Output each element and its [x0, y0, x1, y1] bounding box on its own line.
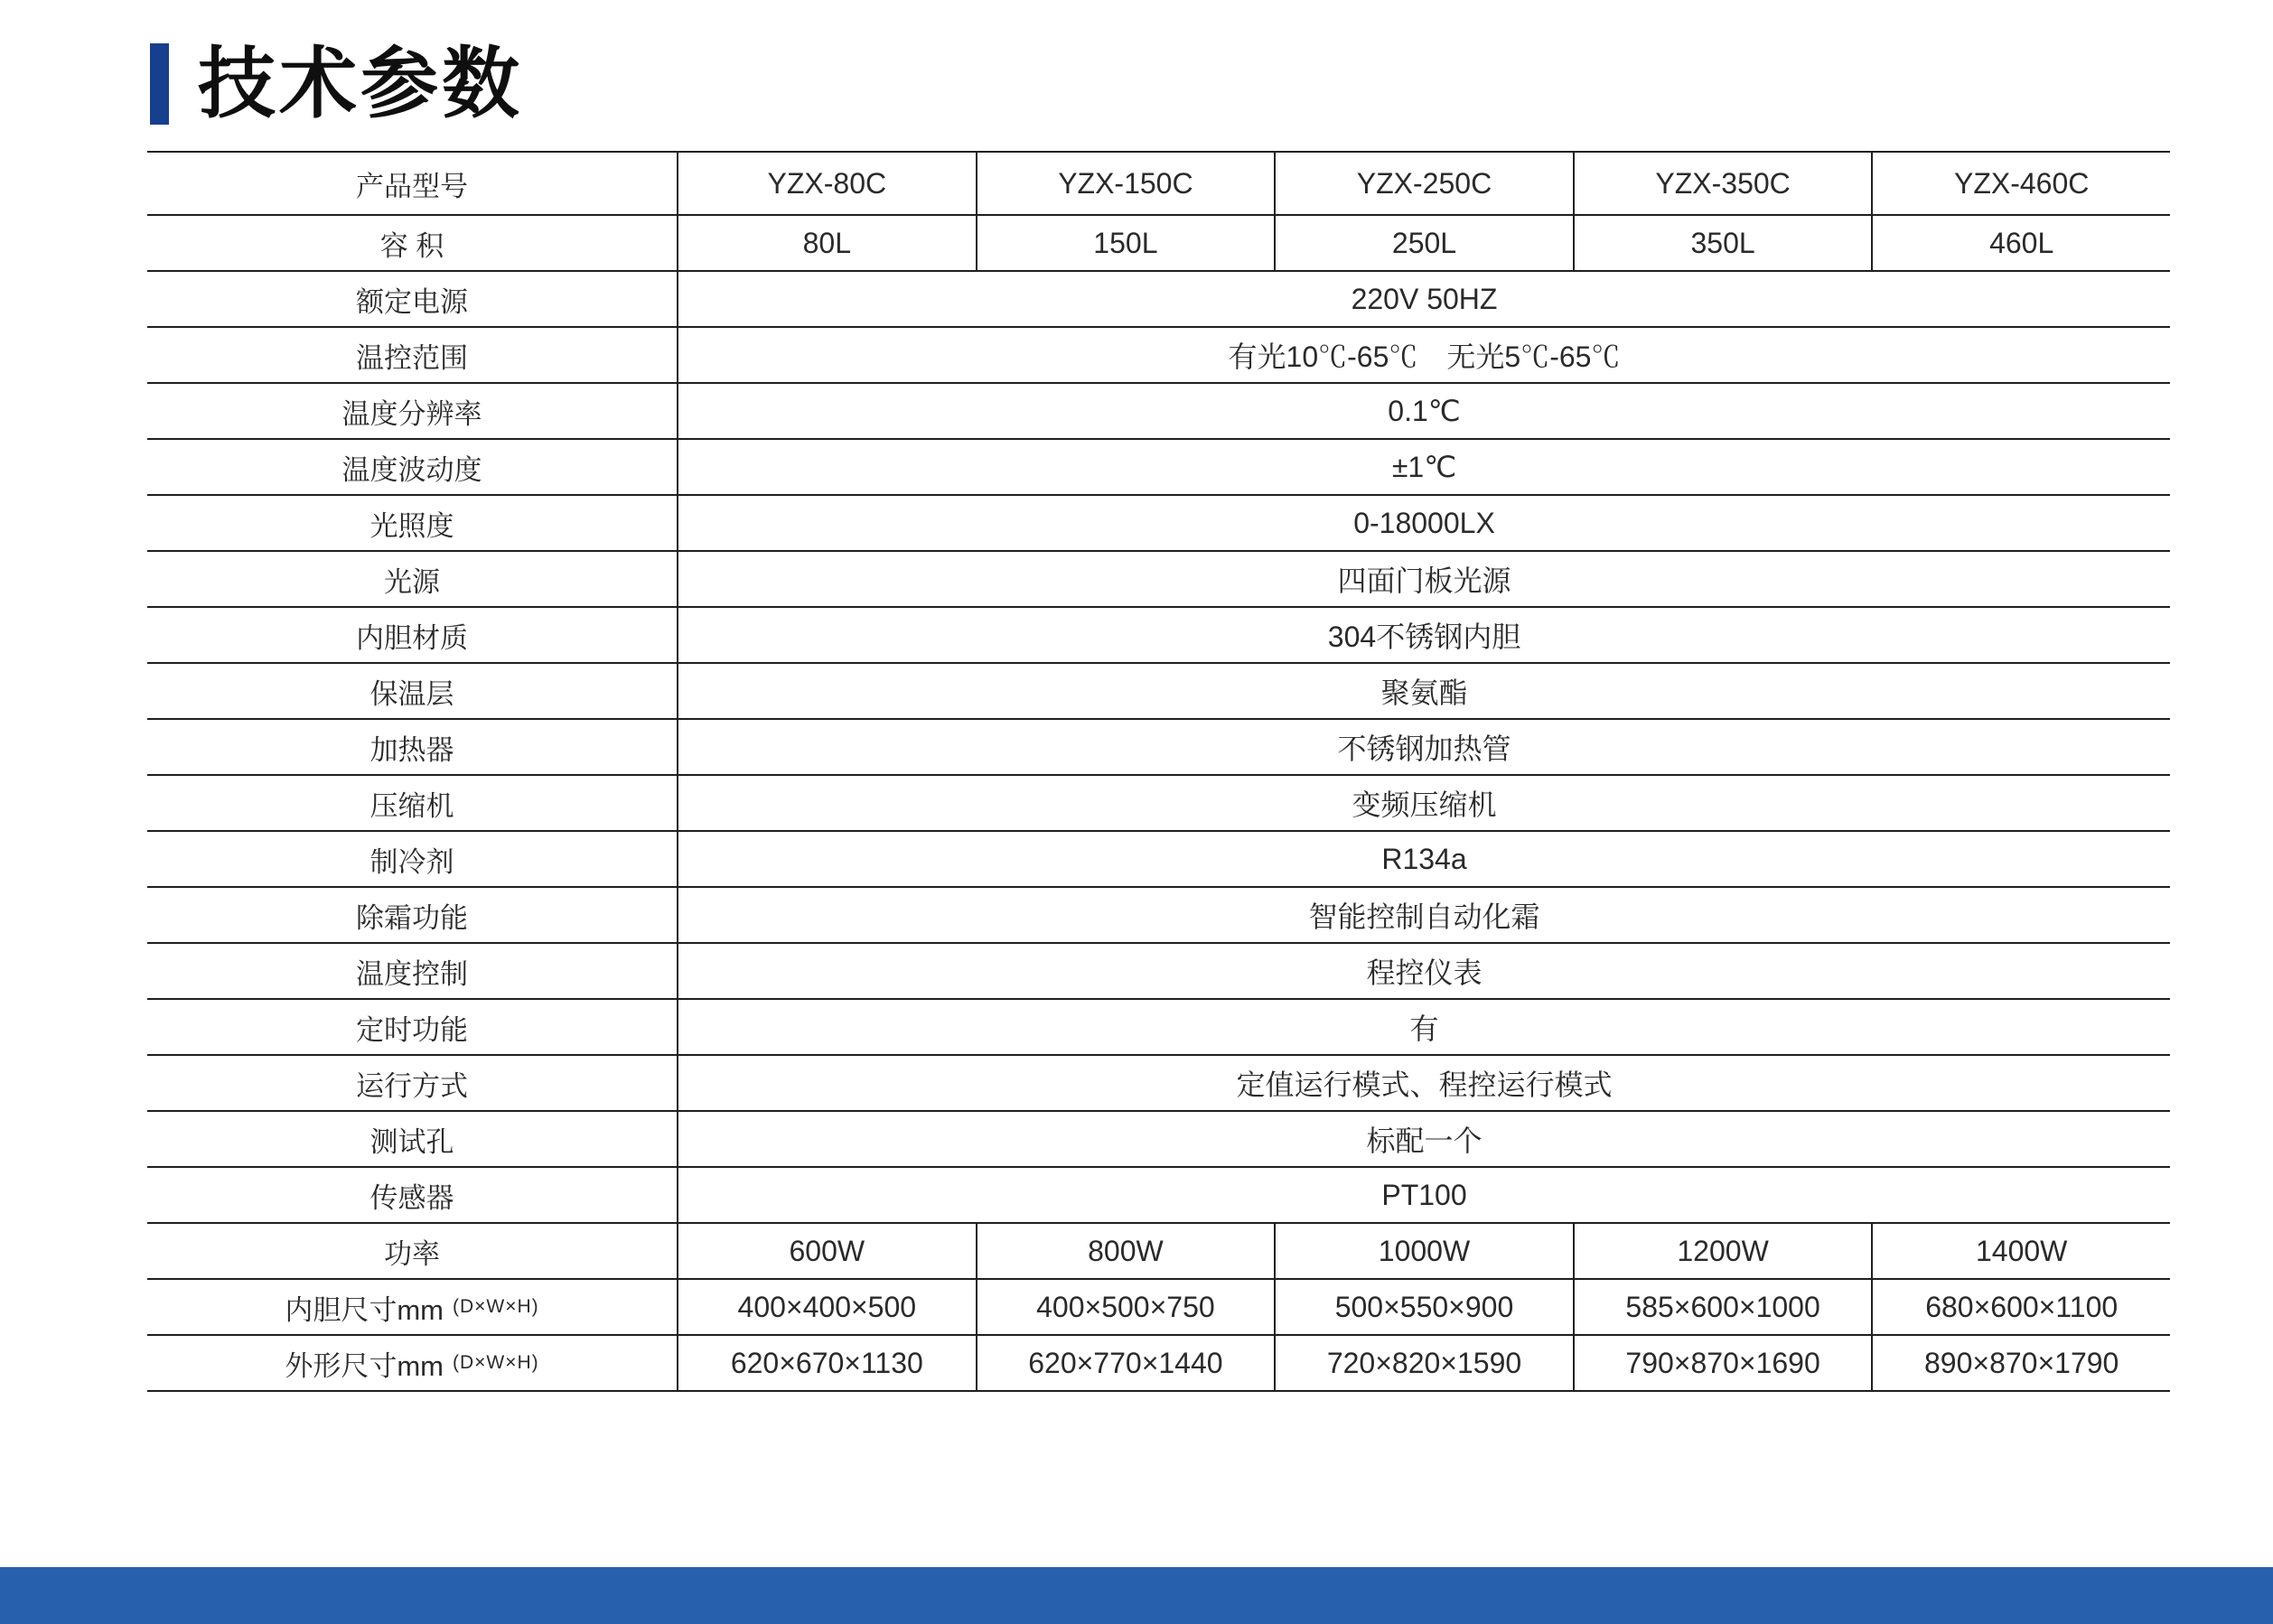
spec-value-span: R134a [1381, 842, 1467, 875]
spec-value: 890×870×1790 [1924, 1346, 2119, 1379]
title-accent-bar [150, 43, 169, 125]
row-label [147, 1056, 678, 1110]
spec-value-span: 220V 50HZ [1351, 282, 1498, 315]
row-label [147, 1112, 678, 1166]
table-row [147, 944, 2170, 1000]
row-label-text: 温度控制 [356, 957, 468, 990]
table-row [147, 1000, 2170, 1056]
spec-value: YZX-150C [977, 153, 1277, 214]
spec-value: YZX-80C [678, 153, 977, 214]
spec-value-span: PT100 [1381, 1178, 1467, 1211]
row-label-text: 温控范围 [356, 341, 468, 374]
table-row [147, 552, 2170, 608]
table-row [147, 440, 2170, 496]
row-label-text: 传感器 [369, 1181, 454, 1214]
table-row [147, 216, 2170, 272]
row-label [147, 328, 678, 382]
spec-value: 1200W [1575, 1224, 1874, 1278]
table-row [147, 153, 2170, 216]
row-label [147, 272, 678, 326]
spec-value-span: 聚氨酯 [1380, 677, 1468, 709]
row-label [147, 1168, 678, 1222]
row-label [147, 1280, 678, 1334]
spec-value: 500×550×900 [1276, 1280, 1575, 1334]
spec-value: 600W [678, 1224, 977, 1278]
row-label [147, 153, 678, 214]
row-label-text: 除霜功能 [356, 901, 468, 934]
row-label [147, 720, 678, 774]
row-label-text: 保温层 [369, 677, 454, 710]
spec-value: 150L [977, 216, 1277, 270]
row-label-text: 制冷剂 [369, 845, 454, 878]
spec-value-span: 304不锈钢内胆 [1327, 621, 1521, 653]
row-label-text: 运行方式 [356, 1069, 468, 1102]
row-label [147, 1336, 678, 1390]
row-label-unit: (D×W×H) [452, 1352, 539, 1373]
footer-bar [0, 1567, 2273, 1624]
row-label [147, 832, 678, 886]
table-row [147, 1280, 2170, 1336]
row-label-text: 压缩机 [369, 789, 454, 822]
row-label [147, 776, 678, 830]
spec-value: 1000W [1276, 1224, 1575, 1278]
spec-value: 460L [1989, 226, 2054, 259]
table-row [147, 384, 2170, 440]
table-row [147, 496, 2170, 552]
spec-value: 80L [678, 216, 977, 270]
row-label [147, 1224, 678, 1278]
spec-table [147, 151, 2170, 1392]
spec-value-span: ±1℃ [1391, 451, 1457, 483]
row-label [147, 664, 678, 718]
spec-value: 790×870×1690 [1575, 1336, 1874, 1390]
table-row [147, 888, 2170, 944]
spec-value: YZX-460C [1953, 166, 2090, 200]
spec-value: 720×820×1590 [1276, 1336, 1575, 1390]
spec-value-span: 有光10℃-65℃ 无光5℃-65℃ [1228, 341, 1621, 373]
spec-value: 800W [977, 1224, 1277, 1278]
row-label [147, 496, 678, 550]
table-row [147, 1336, 2170, 1392]
row-label-text: 容 积 [379, 229, 444, 262]
row-label [147, 552, 678, 606]
table-row [147, 720, 2170, 776]
row-label [147, 440, 678, 494]
row-label-text: 内胆材质 [356, 621, 468, 654]
table-row [147, 608, 2170, 664]
table-row [147, 776, 2170, 832]
spec-value-span: 0-18000LX [1353, 506, 1495, 539]
row-label-text: 光源 [384, 565, 440, 598]
row-label-text: 测试孔 [369, 1125, 454, 1158]
table-row [147, 832, 2170, 888]
row-label-text: 定时功能 [356, 1013, 468, 1046]
spec-value: 350L [1575, 216, 1874, 270]
spec-value-span: 有 [1409, 1013, 1439, 1045]
table-row [147, 1224, 2170, 1280]
row-label [147, 888, 678, 942]
table-row [147, 664, 2170, 720]
row-label [147, 944, 678, 998]
table-row [147, 1168, 2170, 1224]
spec-value: 400×500×750 [977, 1280, 1277, 1334]
page-header [150, 43, 523, 125]
spec-value-span: 标配一个 [1366, 1125, 1483, 1157]
spec-value: 620×770×1440 [977, 1336, 1277, 1390]
row-label-text: 外形尺寸mm [285, 1349, 444, 1382]
row-label-text: 内胆尺寸mm [285, 1293, 444, 1326]
row-label-text: 功率 [384, 1237, 440, 1270]
spec-value: YZX-250C [1276, 153, 1575, 214]
spec-value-span: 变频压缩机 [1352, 789, 1497, 821]
spec-value: 620×670×1130 [678, 1336, 977, 1390]
table-row [147, 1112, 2170, 1168]
page-title: 技术参数 [198, 41, 523, 127]
row-label-text: 加热器 [369, 733, 454, 766]
spec-value: 1400W [1975, 1234, 2068, 1267]
spec-value-span: 不锈钢加热管 [1337, 733, 1511, 765]
spec-value-span: 智能控制自动化霜 [1308, 901, 1540, 933]
spec-value: 400×400×500 [678, 1280, 977, 1334]
spec-value-span: 0.1℃ [1388, 395, 1461, 427]
row-label-text: 温度分辨率 [341, 397, 482, 430]
spec-value-span: 程控仪表 [1366, 957, 1483, 989]
table-row [147, 1056, 2170, 1112]
row-label-text: 产品型号 [356, 170, 468, 202]
row-label-text: 光照度 [369, 509, 454, 542]
spec-value: 585×600×1000 [1575, 1280, 1874, 1334]
row-label [147, 608, 678, 662]
row-label-text: 额定电源 [356, 285, 468, 318]
row-label [147, 216, 678, 270]
row-label-text: 温度波动度 [341, 453, 482, 486]
spec-value-span: 四面门板光源 [1337, 565, 1511, 597]
spec-value: 250L [1276, 216, 1575, 270]
row-label [147, 1000, 678, 1054]
spec-value-span: 定值运行模式、程控运行模式 [1236, 1069, 1613, 1101]
table-row [147, 328, 2170, 384]
spec-value: YZX-350C [1575, 153, 1874, 214]
table-row [147, 272, 2170, 328]
row-label-unit: (D×W×H) [452, 1296, 539, 1317]
spec-value: 680×600×1100 [1925, 1290, 2119, 1323]
row-label [147, 384, 678, 438]
